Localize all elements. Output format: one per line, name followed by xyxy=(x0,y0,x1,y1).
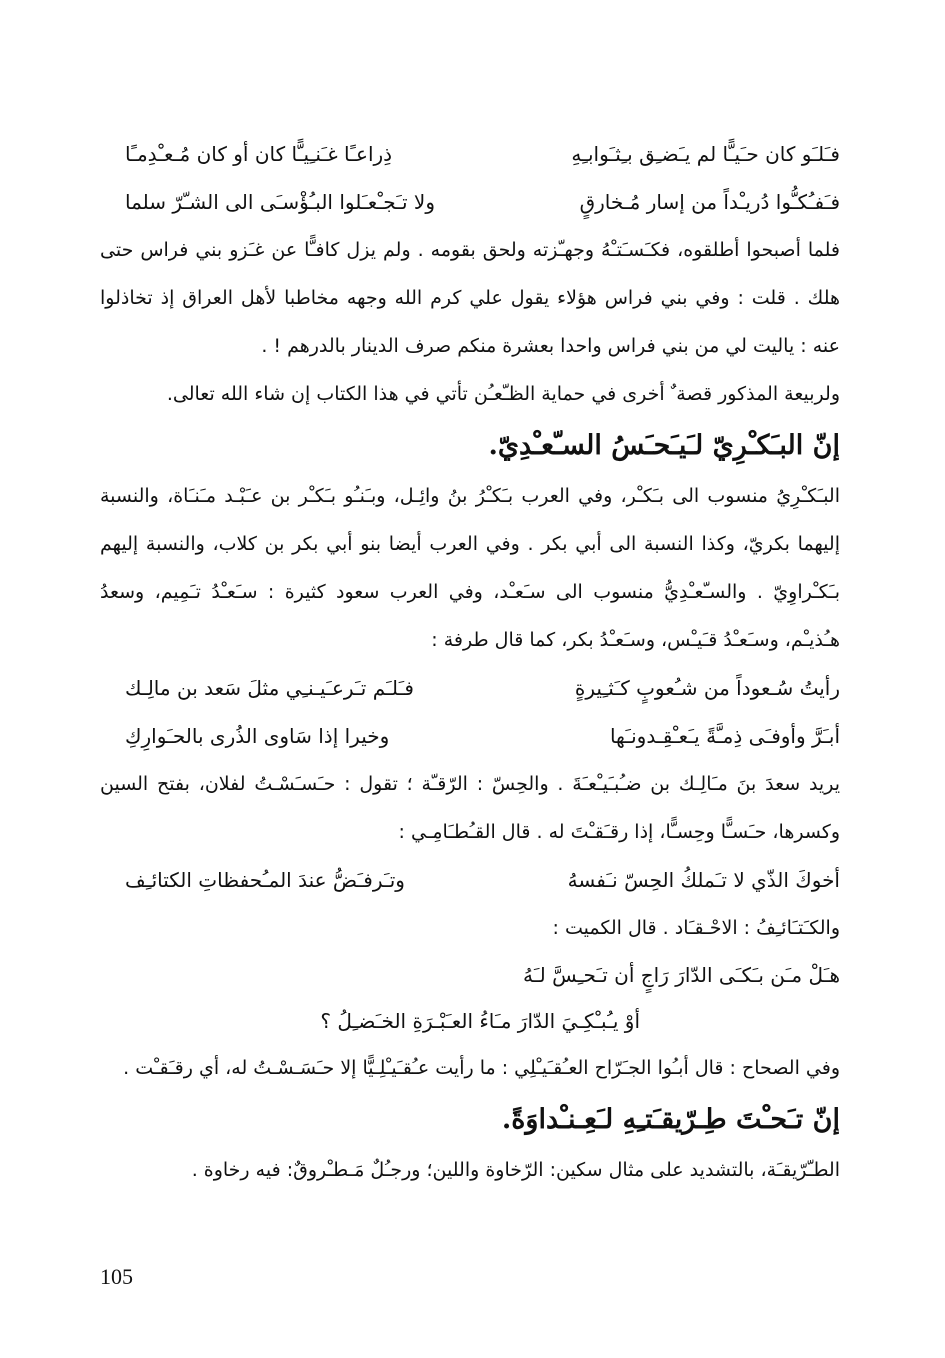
paragraph: فلما أصبحوا أطلقوه، فكـَسـَتـْهُ وجهـّزته ولحق بقومه . ولم يزل كافـًّا عن غـَزو بني فراس حتى هلك . قلت : وفي بني فراس هؤلاء يقول علي كرم الله وجهه مخاطبا لأهل العراق إذ تخاذلوا عنه : ياليت لي من بني فراس واحدا بعشرة منكم صرف الدينار بالدرهم ! . xyxy=(100,239,840,357)
verse-line xyxy=(100,712,840,760)
poem-line: أوْ يـُبـْكِـيَ الدّارَ مـَاءُ العـَبْـرَةِ الخـَضـِلُ ؟ xyxy=(320,1009,640,1033)
verse-second-hemistich: وخيرا إذا سَاوى الذُرى بالحـَوارِكِ xyxy=(125,724,390,748)
paragraph: ولربيعة المذكور قصة ٌ أخرى في حماية الظـّعـُن تأتي في هذا الكتاب إن شاء الله تعالى. xyxy=(166,383,840,405)
verse-line xyxy=(100,856,840,904)
verse-second-hemistich: وتـَرفـَضُّ عندَ المـُحفظاتِ الكتائـِف xyxy=(125,868,405,892)
proverb-heading: إنّ تـَحـْتَ طِـرّيقـَتـِهِ لـَعِـنـْداوَةً. xyxy=(501,1104,840,1135)
paragraph: الطـّرّيقـَة، بالتشديد على مثال سكين: الرّخاوة واللين؛ ورجـُلٌ مَـطـْروقٌ: فيه رخاوة . xyxy=(191,1159,840,1181)
verse-second-hemistich: ذِراعـًا غـَنـِيـًّا كان أو كان مُـعـْدِمـًا xyxy=(125,142,393,166)
paragraph: يريد سعدَ بنَ مـَالِـك بن ضـُبـَيـْعـَةَ . والحِسّ : الرّقـّة ؛ تقول : حـَسـَسْـتُ لفلان، بفتح السين وكسرها، حـَسـًّا وحِسـًّا، إذا رقـَقـْتَ له . قال القـُطـَامِـي : xyxy=(100,773,840,843)
page-number: 105 xyxy=(100,1264,133,1289)
verse-second-hemistich: ولا تـَجـْعـَلوا البـُؤْسـَى الى الشـّرّ سلما xyxy=(125,190,435,214)
verse-first-hemistich: أبـَرَّ وأوفـَى ذِمـَّةً يـَعـْقِـدونـَها xyxy=(609,724,840,748)
poem-line: هـَلْ مـَن بـَكـَى الدّارَ رَاجٍ أن تـَحـِسَّ لـَهُ xyxy=(523,963,840,987)
verse-first-hemistich: رأيتُ سُـعوداً من شـُعوبٍ كـَثـِيرةٍ xyxy=(574,676,840,700)
paragraph: وفي الصحاح : قال أبـُوا الجـَرّاح العـُقـَيـْلِي : ما رأيت عـُقـَيـْلِـيًّا إلا حـَسَـسْـتُ له، أي رقـَقـْت . xyxy=(123,1057,840,1079)
verse-second-hemistich: فـَلـَم تـَرعـَيـنـِي مثلَ سَعد بن مالِـك xyxy=(125,676,414,700)
proverb-heading: إنّ البـَكـْرِيّ لـَيـَحـَسُ السـّعـْدِيّ. xyxy=(488,430,840,461)
verse-line xyxy=(100,178,840,226)
verse-line xyxy=(100,664,840,712)
page-body xyxy=(100,130,840,1194)
verse-first-hemistich: فـَفـُكـُّوا دُريـْداً من إسار مُـخارقٍ xyxy=(579,190,840,214)
paragraph: البـَكـْرِيُ منسوب الى بـَكـْر، وفي العرب بـَكـْرُ بنُ وائِـل، وبـَنـُو بـَكـْر بن عـَبْـد مـَنـَاة، والنسبة إليهما بكريّ، وكذا النسبة الى أبي بكر . وفي العرب أيضا بنو أبي بكر بن كلاب، والنسبة إليهم بـَكـْراوِيّ . والسـّعـْدِيُّ منسوب الى سـَعـْد، وفي العرب سعود كثيرة : سـَعـْدُ تـَمِيم، وسعدُ هـُذيـْم، وسـَعـْدُ قـَيـْس، وسـَعـْدُ بكر، كما قال طرفة : xyxy=(100,485,840,651)
verse-first-hemistich: أخوكَ الذّي لا تـَملكُ الحِسّ نـَفسهُ xyxy=(567,868,840,892)
verse-first-hemistich: فـَلـَو كان حـَيـًّا لم يـَضـِق بـِثـَوابـِهِ xyxy=(571,142,840,166)
verse-line xyxy=(100,130,840,178)
paragraph: والكـَتـَائـِفُ : الاحْـقـَاد . قال الكميت : xyxy=(552,917,840,939)
